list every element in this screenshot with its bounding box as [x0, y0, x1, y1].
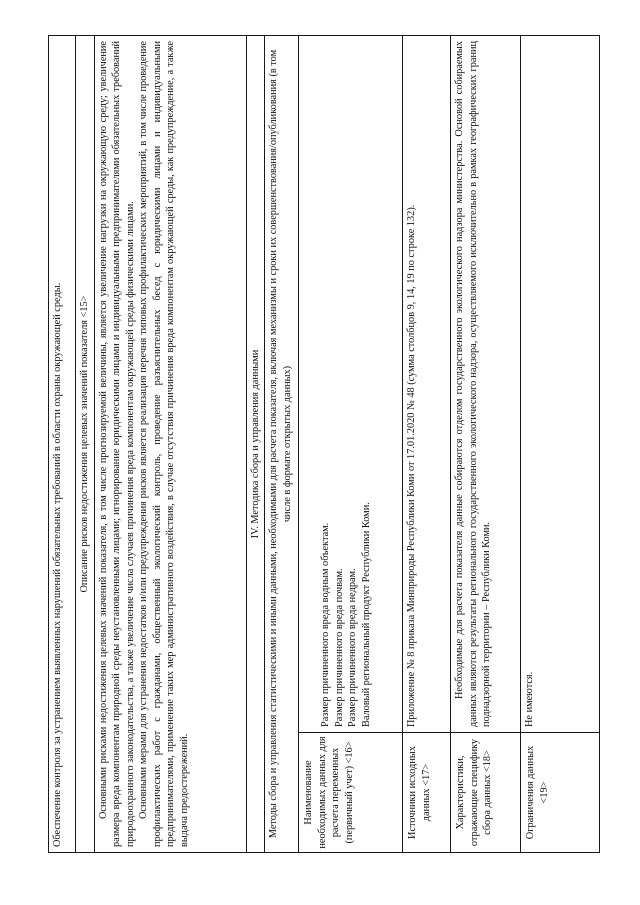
sources-value: Приложение № 8 приказа Минприроды Республики Коми от 17.01.2020 № 48 (сумма столбцов 9, 14, 19 по строке 132). [403, 36, 451, 733]
risks-paragraph-1: Основными рисками недостижения целевых значений показателя, в том числе прогнозируемой величины, является увеличение нагрузки на окружающую среду; увеличение размера вреда компонентам природной среды неустановленными лицами; игнорирование юридическими лицами и индивидуальными предпринимателями обязательных требований природоохранного законодательства, а также увеличение числа случаев причинения вреда компонентам окружающей среды физическими лицами. [97, 41, 136, 847]
section-heading: IV. Методика сбора и управления данными [246, 36, 265, 853]
characteristics-row [451, 36, 521, 853]
limitations-label: Ограничения данных <19> [521, 733, 600, 853]
characteristics-text: Необходимые для расчета показателя данные собираются отделом государственного экологического надзора министерства. Основой собираемых данных являются результаты регионального государственного экологического надзора, осуществляемого исключительно в рамках географических границ поднадзорной территории – Республики Коми. [454, 41, 493, 727]
sources-row [403, 36, 451, 853]
risks-description [94, 36, 246, 853]
risks-heading-row [76, 36, 95, 853]
control-row [49, 36, 76, 853]
section-heading-row [246, 36, 265, 853]
risks-description-row [94, 36, 246, 853]
variable-item: Размер причиненного вреда почвам. [333, 568, 345, 727]
variable-item: Валовый региональный продукт Республики Коми. [360, 502, 372, 727]
limitations-row [521, 36, 600, 853]
sources-label: Источники исходных данных <17> [403, 733, 451, 853]
control-text: Обеспечение контроля за устранением выявленных нарушений обязательных требований в области охраны окружающей среды. [49, 36, 76, 853]
methods-row [265, 36, 299, 853]
variables-row [299, 36, 403, 853]
methods-text: Методы сбора и управления статистическими и иными данными, необходимыми для расчета показателя, включая механизмы и сроки их совершенствования/опубликования (в том числе в формате открытых данных) [265, 36, 299, 853]
risks-paragraph-2: Основными мерами для устранения недостатков и/или предупреждения рисков является реализация перечня типовых профилактических мероприятий, в том числе проведение профилактических работ с гражданами, общественный экологический контроль, проведение разъяснительных бесед с юридическими лицами и индивидуальными предпринимателями, применение таких мер административного воздействия, в случае отсутствия причинения вреда компонентам окружающей среды, как предупреждение, а также выдача предостережений. [138, 41, 191, 847]
variable-item: Размер причиненного вреда водным объектам. [320, 522, 332, 727]
limitations-value: Не имеются. [521, 36, 600, 733]
characteristics-value [451, 36, 521, 733]
variables-list [299, 36, 403, 733]
characteristics-label: Характеристики, отражающие специфику сбора данных <18> [451, 733, 521, 853]
variables-label: Наименование необходимых данных для расчета переменных (первичный учет) <16> [299, 733, 403, 853]
indicator-passport-table [48, 35, 600, 853]
variable-item: Размер причиненного вреда недрам. [347, 568, 359, 727]
risks-heading: Описание рисков недостижения целевых значений показателя <15> [76, 36, 95, 853]
